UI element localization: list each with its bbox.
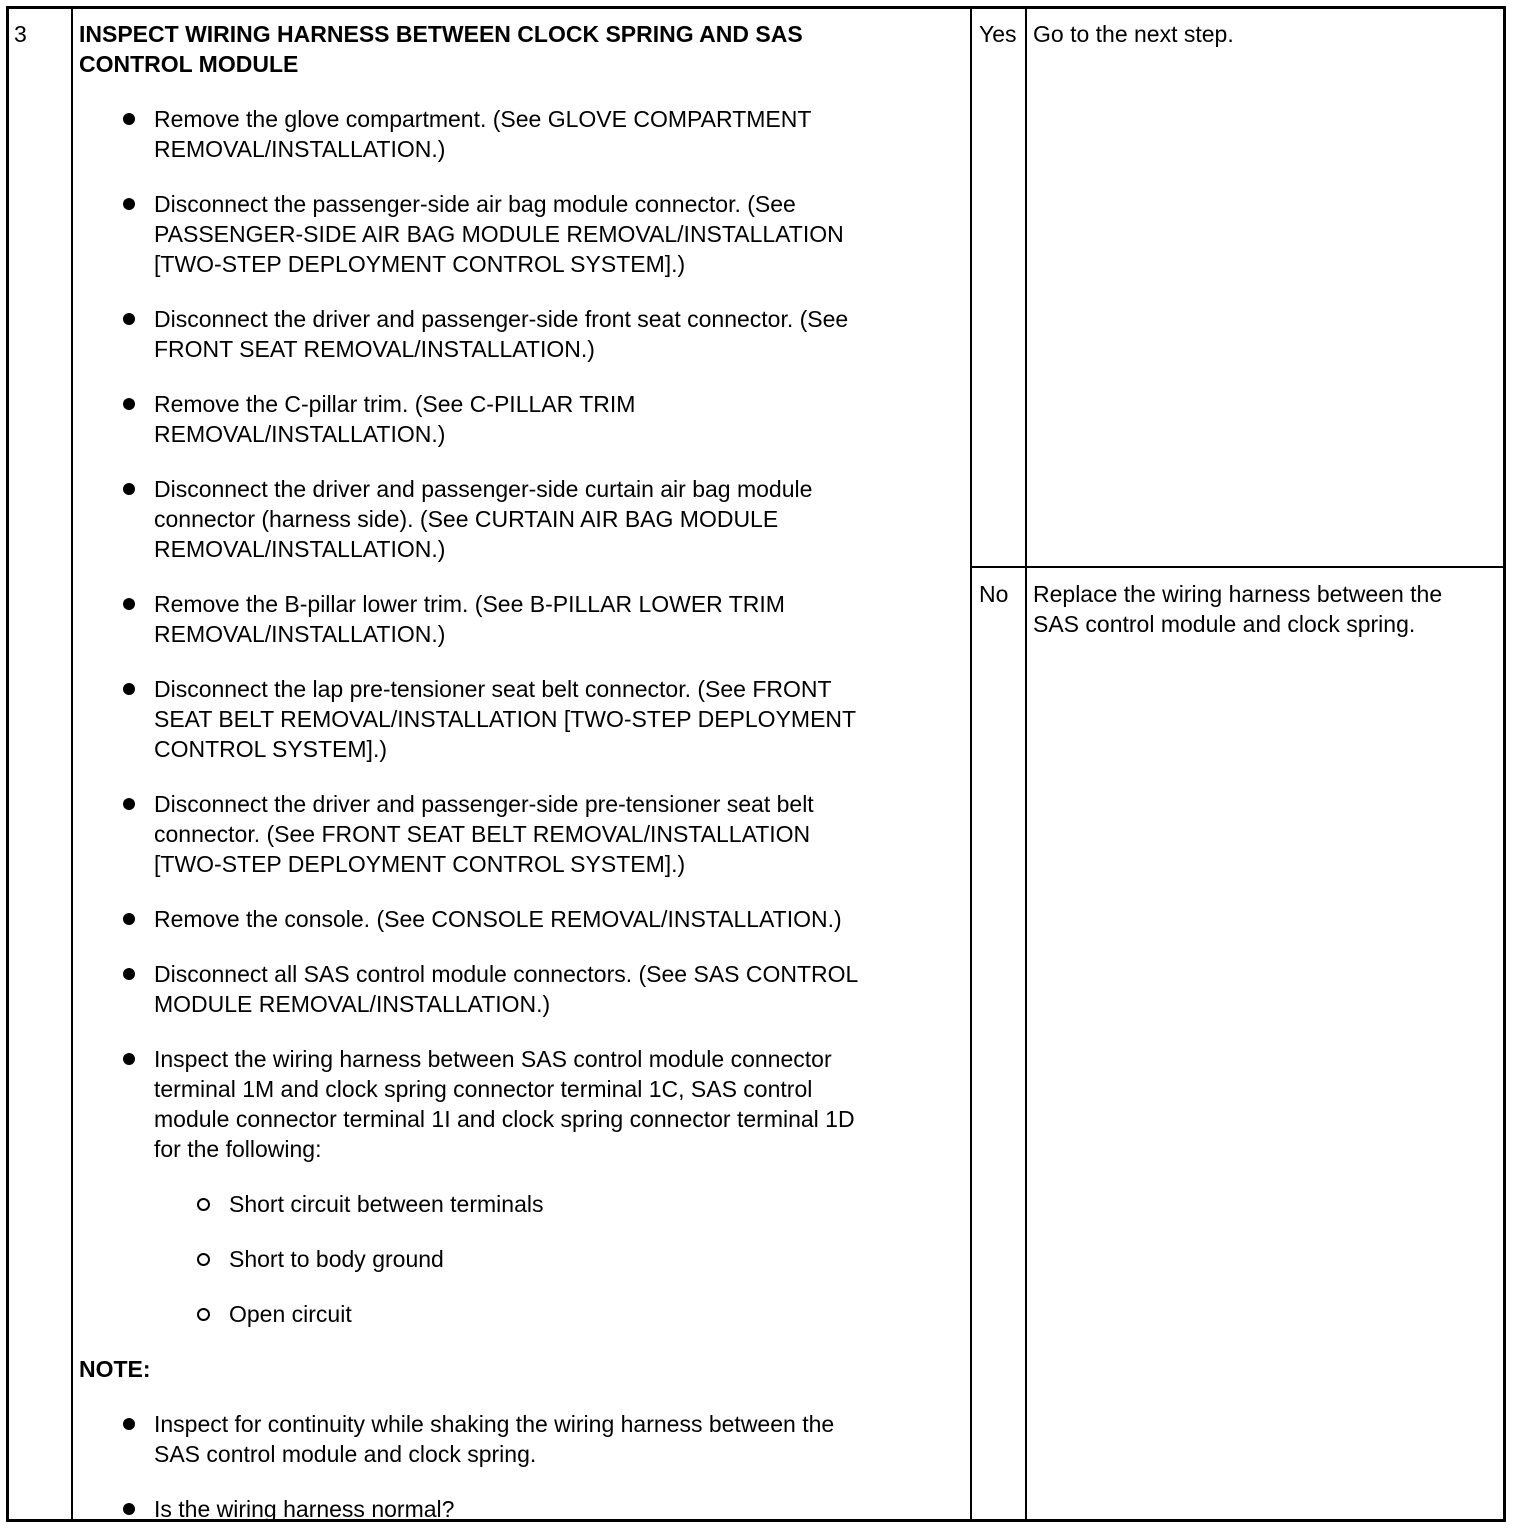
bullet-icon	[123, 968, 135, 980]
procedure-item: Disconnect the driver and passenger-side pre-tensioner seat belt connector. (See FRONT SEAT BELT REMOVAL/INSTALLATION [TWO-STEP DEPLOYMENT CONTROL SYSTEM].)	[79, 789, 969, 879]
bullet-icon	[123, 483, 135, 495]
yes-label: Yes	[979, 21, 1017, 47]
procedure-item: Remove the glove compartment. (See GLOVE COMPARTMENT REMOVAL/INSTALLATION.)	[79, 104, 969, 164]
no-label: No	[979, 581, 1009, 607]
procedure-item: Remove the C-pillar trim. (See C-PILLAR TRIM REMOVAL/INSTALLATION.)	[79, 389, 969, 449]
procedure-item: Disconnect all SAS control module connectors. (See SAS CONTROL MODULE REMOVAL/INSTALLATION.)	[79, 959, 969, 1019]
step-title	[79, 19, 969, 79]
no-action: Replace the wiring harness between the SAS control module and clock spring.	[1033, 581, 1443, 637]
condition-item: Short to body ground	[79, 1244, 969, 1274]
bullet-icon	[123, 1418, 135, 1430]
hollow-bullet-icon	[197, 1308, 210, 1321]
bullet-icon	[123, 198, 135, 210]
bullet-icon	[123, 913, 135, 925]
procedure-item: Remove the console. (See CONSOLE REMOVAL/INSTALLATION.)	[79, 904, 969, 934]
bullet-icon	[123, 398, 135, 410]
procedure-item: Disconnect the driver and passenger-side front seat connector. (See FRONT SEAT REMOVAL/INSTALLATION.)	[79, 304, 969, 364]
procedure-item: Remove the B-pillar lower trim. (See B-PILLAR LOWER TRIM REMOVAL/INSTALLATION.)	[79, 589, 969, 649]
bullet-icon	[123, 798, 135, 810]
procedure-item: Disconnect the passenger-side air bag module connector. (See PASSENGER-SIDE AIR BAG MODULE REMOVAL/INSTALLATION [TWO-STEP DEPLOYMENT CONTROL SYSTEM].)	[79, 189, 969, 279]
note-item: Is the wiring harness normal?	[79, 1494, 969, 1524]
step-title-line-1: INSPECT WIRING HARNESS BETWEEN CLOCK SPRING AND SAS	[79, 21, 803, 47]
procedure-item: Disconnect the lap pre-tensioner seat belt connector. (See FRONT SEAT BELT REMOVAL/INSTALLATION [TWO-STEP DEPLOYMENT CONTROL SYSTEM].)	[79, 674, 969, 764]
yes-action: Go to the next step.	[1033, 21, 1234, 47]
procedure-list	[79, 104, 969, 1164]
yes-no-divider	[970, 566, 1503, 568]
condition-item: Short circuit between terminals	[79, 1189, 969, 1219]
step-title-line-2: CONTROL MODULE	[79, 51, 299, 77]
column-divider-step	[71, 9, 73, 1519]
procedure-item: Disconnect the driver and passenger-side curtain air bag module connector (harness side). (See CURTAIN AIR BAG MODULE REMOVAL/INSTALLATION.)	[79, 474, 969, 564]
bullet-icon	[123, 113, 135, 125]
bullet-icon	[123, 313, 135, 325]
diagnostic-table	[6, 6, 1506, 1522]
note-item: Inspect for continuity while shaking the wiring harness between the SAS control module and clock spring.	[79, 1409, 969, 1469]
bullet-icon	[123, 1503, 135, 1515]
column-divider-action	[970, 9, 972, 1519]
bullet-icon	[123, 598, 135, 610]
hollow-bullet-icon	[197, 1198, 210, 1211]
note-label: NOTE:	[79, 1356, 151, 1382]
inspection-conditions	[79, 1189, 969, 1329]
step-number: 3	[14, 21, 27, 47]
column-divider-result	[1025, 9, 1027, 1519]
bullet-icon	[123, 1053, 135, 1065]
step-content	[79, 19, 969, 1524]
condition-item: Open circuit	[79, 1299, 969, 1329]
procedure-item: Inspect the wiring harness between SAS control module connector terminal 1M and clock spring connector terminal 1C, SAS control module connector terminal 1I and clock spring connector terminal 1D for the following:	[79, 1044, 969, 1164]
bullet-icon	[123, 683, 135, 695]
note-list	[79, 1409, 969, 1524]
hollow-bullet-icon	[197, 1253, 210, 1266]
